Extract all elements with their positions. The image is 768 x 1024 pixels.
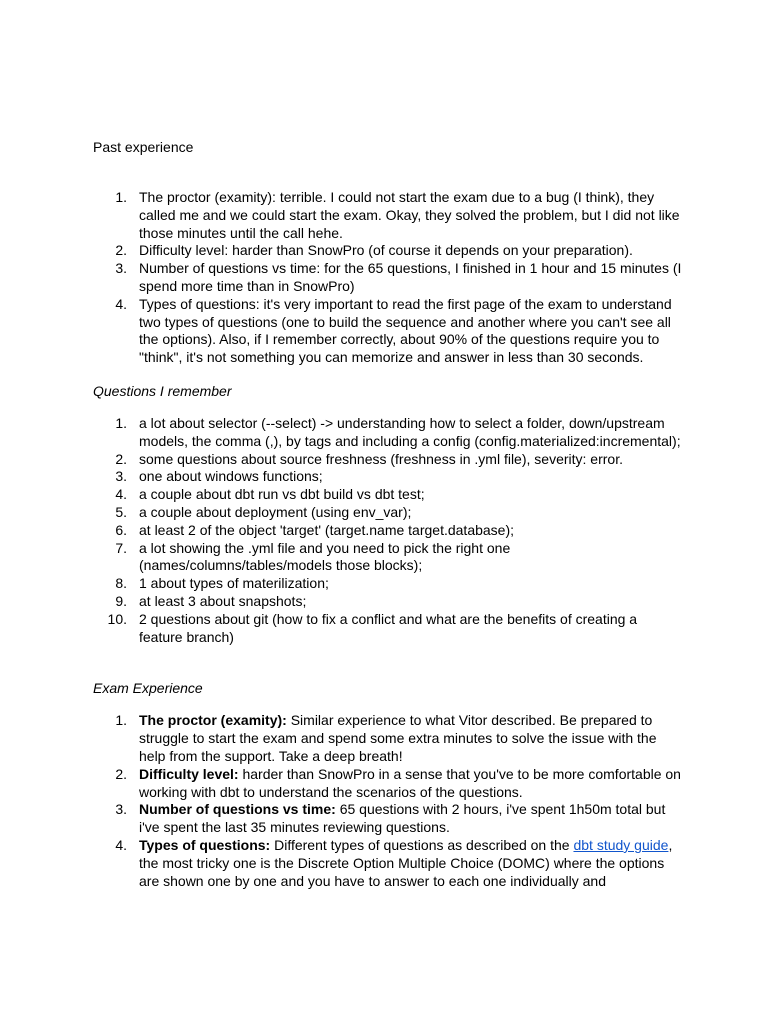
list-item-text: Difficulty level: harder than SnowPro (of course it depends on your preparation). bbox=[139, 242, 633, 259]
list-item-label: Difficulty level: bbox=[139, 765, 239, 782]
list-number: 3. bbox=[115, 260, 127, 277]
list-item bbox=[93, 611, 683, 647]
list-number: 8. bbox=[115, 575, 127, 592]
list-number: 5. bbox=[115, 503, 127, 520]
list-item-text: at least 3 about snapshots; bbox=[139, 592, 307, 609]
list-item bbox=[93, 415, 683, 451]
exam-experience-heading: Exam Experience bbox=[93, 680, 203, 697]
list-item bbox=[93, 522, 683, 540]
list-item-text: Types of questions: it's very important to read the first page of the exam to understand two types of questions (one to build the sequence and another where you can't see all the options). Also, if I remember correctly, about 90% of the questions require you to "think", it's not something you can memorize and answer in less than 30 seconds. bbox=[139, 295, 672, 366]
questions-remember-heading: Questions I remember bbox=[93, 382, 232, 399]
list-number: 1. bbox=[115, 189, 127, 205]
list-item-text: at least 2 of the object 'target' (target.name target.database); bbox=[139, 521, 515, 538]
list-item-label: The proctor (examity): bbox=[139, 712, 287, 729]
list-item bbox=[93, 486, 683, 504]
list-item-text: Similar experience to what Vitor described. Be prepared to struggle to start the exam and spend some extra minutes to solve the issue with the help from the support. Take a deep breath! bbox=[139, 712, 657, 764]
list-item-text: Different types of questions as described on the bbox=[270, 836, 574, 853]
list-number: 1. bbox=[115, 414, 127, 431]
list-item bbox=[93, 801, 683, 837]
list-number: 4. bbox=[115, 836, 127, 853]
dbt-study-guide-link[interactable]: dbt study guide bbox=[573, 836, 669, 853]
document-page bbox=[93, 138, 683, 890]
list-number: 2. bbox=[115, 242, 127, 259]
list-item-text-after: , the most tricky one is the Discrete Option Multiple Choice (DOMC) where the options are shown one by one and you have to answer to each one individually and bbox=[139, 836, 673, 889]
list-item-text: some questions about source freshness (freshness in .yml file), severity: error. bbox=[139, 450, 623, 467]
exam-experience-list bbox=[93, 712, 683, 890]
list-item-label: Types of questions: bbox=[139, 836, 271, 853]
list-item bbox=[93, 504, 683, 522]
list-number: 7. bbox=[115, 539, 127, 556]
list-item bbox=[93, 712, 683, 765]
list-item bbox=[93, 593, 683, 611]
list-item-label: Number of questions vs time: bbox=[139, 801, 336, 818]
list-number: 4. bbox=[115, 295, 127, 312]
list-item-text: one about windows functions; bbox=[139, 468, 323, 485]
list-item-text: a lot showing the .yml file and you need to pick the right one (names/columns/tables/models those blocks); bbox=[139, 539, 511, 574]
list-item bbox=[93, 296, 683, 367]
list-item bbox=[93, 766, 683, 802]
list-number: 9. bbox=[115, 592, 127, 609]
list-item bbox=[93, 575, 683, 593]
list-item bbox=[93, 260, 683, 296]
questions-remember-list bbox=[93, 415, 683, 646]
list-number: 10. bbox=[107, 610, 127, 627]
list-item bbox=[93, 189, 683, 242]
list-item-text: harder than SnowPro in a sense that you've to be more comfortable on working with dbt to understand the scenarios of the questions. bbox=[139, 765, 681, 800]
list-number: 3. bbox=[115, 468, 127, 485]
list-item-text: a couple about dbt run vs dbt build vs dbt test; bbox=[139, 486, 425, 503]
list-item bbox=[93, 468, 683, 486]
list-number: 2. bbox=[115, 765, 127, 782]
list-item bbox=[93, 540, 683, 576]
list-number: 1. bbox=[115, 712, 127, 729]
list-item-text: a couple about deployment (using env_var); bbox=[139, 503, 412, 520]
list-item-text: 65 questions with 2 hours, i've spent 1h50m total but i've spent the last 35 minutes reviewing questions. bbox=[139, 801, 666, 836]
list-number: 6. bbox=[115, 521, 127, 538]
list-number: 4. bbox=[115, 486, 127, 503]
list-item bbox=[93, 837, 683, 890]
list-item-text: Number of questions vs time: for the 65 questions, I finished in 1 hour and 15 minutes (I spend more time than in SnowPro) bbox=[139, 260, 682, 294]
list-number: 2. bbox=[115, 450, 127, 467]
list-number: 3. bbox=[115, 801, 127, 818]
list-item-text: 2 questions about git (how to fix a conflict and what are the benefits of creating a feature branch) bbox=[139, 610, 638, 645]
past-experience-heading: Past experience bbox=[93, 139, 194, 155]
list-item-text: 1 about types of materilization; bbox=[139, 575, 329, 592]
list-item-text: a lot about selector (--select) -> understanding how to select a folder, down/upstream models, the comma (,), by tags and including a config (config.materialized:incremental); bbox=[139, 414, 681, 449]
past-experience-list bbox=[93, 189, 683, 367]
list-item bbox=[93, 242, 683, 260]
list-item bbox=[93, 451, 683, 469]
list-item-text: The proctor (examity): terrible. I could not start the exam due to a bug (I think), they called me and we could start the exam. Okay, they solved the problem, but I did not like those minutes until the call hehe. bbox=[139, 189, 680, 241]
